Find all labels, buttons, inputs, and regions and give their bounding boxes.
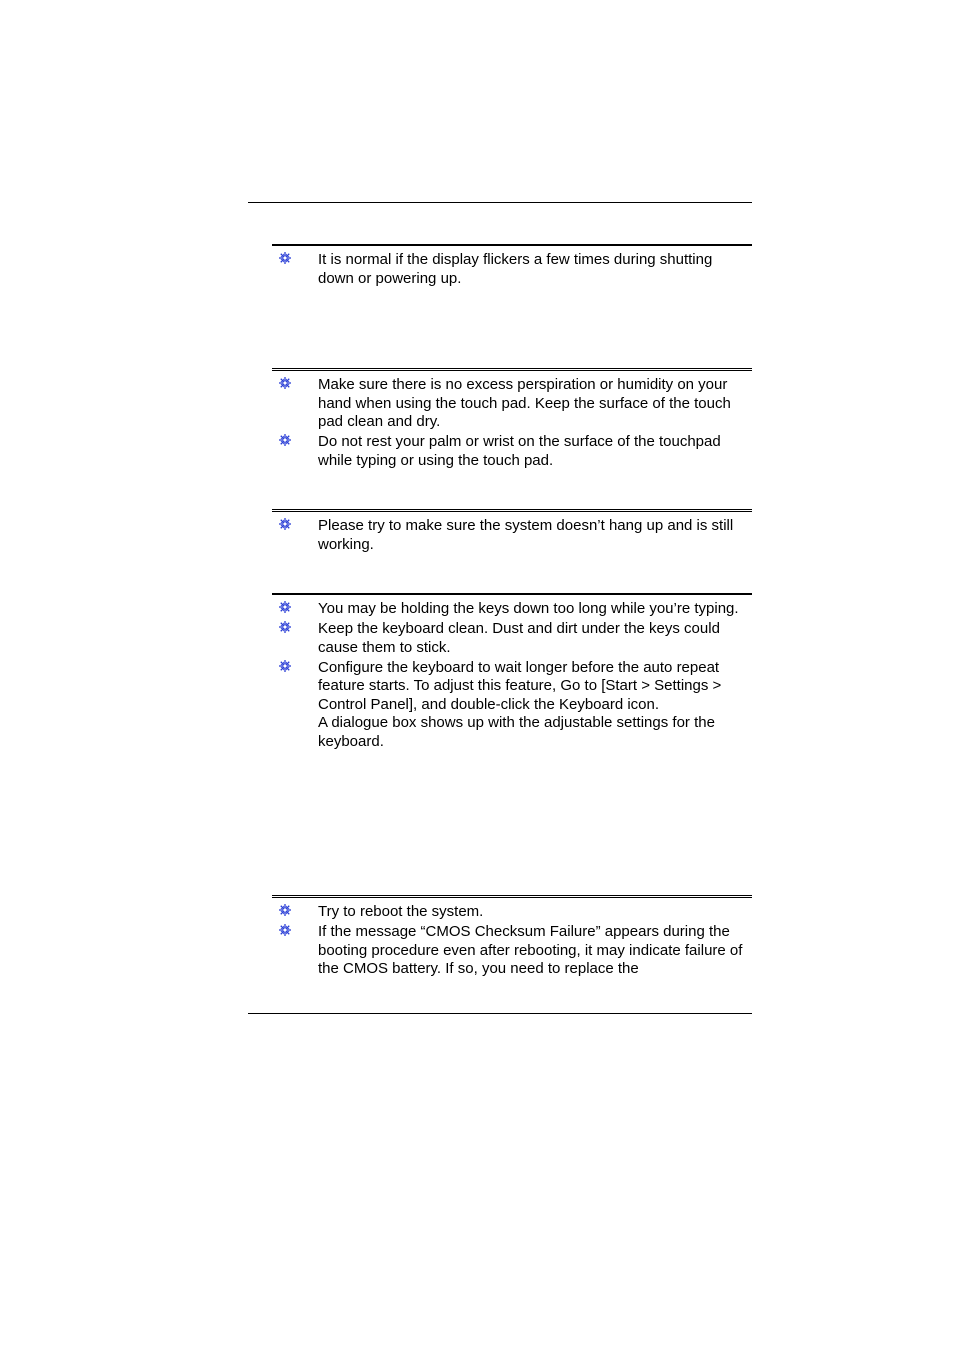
section-display <box>272 244 752 290</box>
item-text: Do not rest your palm or wrist on the surface of the touchpad while typing or using the touch pad. <box>318 433 721 469</box>
asterisk-bullet-icon <box>278 517 292 535</box>
section-cmos <box>272 895 752 980</box>
list-item <box>272 600 752 619</box>
section-rule <box>272 368 752 371</box>
item-text: Try to reboot the system. <box>318 903 484 920</box>
list-item <box>272 517 752 554</box>
asterisk-bullet-icon <box>278 376 292 394</box>
item-text-continued: A dialogue box shows up with the adjustable settings for the keyboard. <box>318 714 715 750</box>
list-item <box>272 433 752 470</box>
item-text: You may be holding the keys down too long while you’re typing. <box>318 600 739 617</box>
list-item <box>272 620 752 657</box>
asterisk-bullet-icon <box>278 600 292 618</box>
item-text: If the message “CMOS Checksum Failure” appears during the booting procedure even after rebooting, it may indicate failure of the CMOS battery. If so, you need to replace the <box>318 923 743 977</box>
list-item <box>272 251 752 288</box>
item-text: Make sure there is no excess perspiration or humidity on your hand when using the touch pad. Keep the surface of the touch pad clean and dry. <box>318 376 731 430</box>
section-keyboard <box>272 593 752 753</box>
section-rule <box>272 593 752 595</box>
section-rule <box>272 244 752 246</box>
list-item <box>272 923 752 979</box>
asterisk-bullet-icon <box>278 659 292 677</box>
item-text: Please try to make sure the system doesn’t hang up and is still working. <box>318 517 734 553</box>
asterisk-bullet-icon <box>278 903 292 921</box>
section-system-hang <box>272 509 752 556</box>
asterisk-bullet-icon <box>278 251 292 269</box>
page-footer-rule <box>248 1013 752 1014</box>
list-item <box>272 659 752 752</box>
item-text: Keep the keyboard clean. Dust and dirt under the keys could cause them to stick. <box>318 620 720 656</box>
asterisk-bullet-icon <box>278 433 292 451</box>
page-header-rule <box>248 202 752 203</box>
asterisk-bullet-icon <box>278 620 292 638</box>
item-text: It is normal if the display flickers a few times during shutting down or powering up. <box>318 251 713 287</box>
item-text: Configure the keyboard to wait longer before the auto repeat feature starts. To adjust this feature, Go to [Start > Settings > Control Panel], and double-click the Keyboard icon. <box>318 658 722 713</box>
list-item <box>272 376 752 432</box>
section-rule <box>272 895 752 898</box>
section-rule <box>272 509 752 512</box>
asterisk-bullet-icon <box>278 923 292 941</box>
section-touchpad <box>272 368 752 472</box>
list-item <box>272 903 752 922</box>
